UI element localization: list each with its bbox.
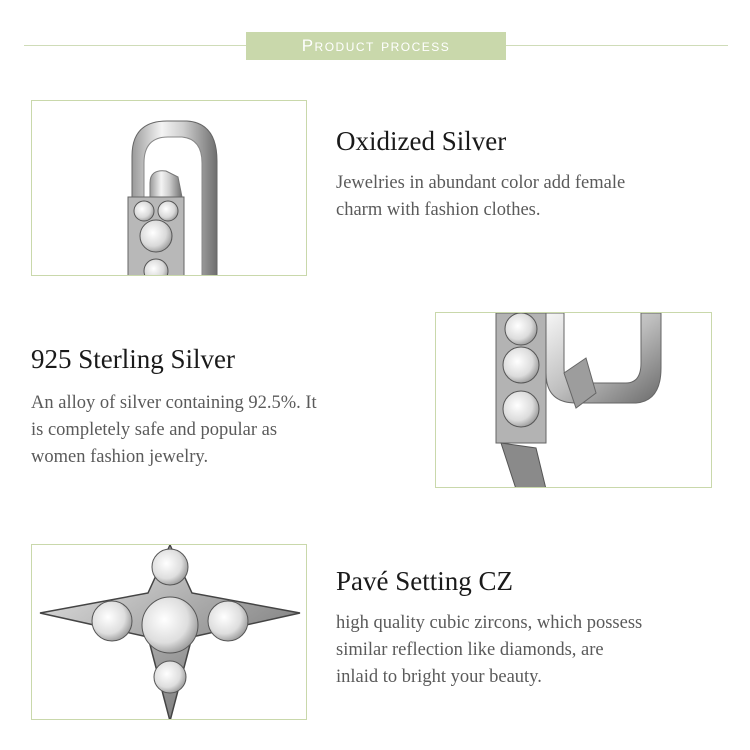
section-title-oxidized-silver: Oxidized Silver	[336, 126, 507, 156]
description-line: An alloy of silver containing 92.5%. It	[31, 393, 317, 413]
header-divider-right	[506, 45, 728, 46]
silver-hoop-closeup-icon	[32, 101, 307, 276]
header-divider-left	[24, 45, 246, 46]
section-header-title: Product process	[301, 36, 451, 55]
description-line: similar reflection like diamonds, are	[336, 640, 604, 660]
section-header-banner	[246, 32, 506, 60]
description-line: inlaid to bright your beauty.	[336, 667, 542, 687]
description-line: high quality cubic zircons, which possess	[336, 613, 643, 633]
section-description-sterling-silver	[31, 390, 317, 471]
description-line: charm with fashion clothes.	[336, 200, 541, 220]
description-line: is completely safe and popular as	[31, 420, 278, 440]
sterling-silver-image-frame	[435, 312, 712, 488]
oxidized-silver-image-frame	[31, 100, 307, 276]
description-line: women fashion jewelry.	[31, 447, 209, 467]
section-title-pave-setting: Pavé Setting CZ	[336, 566, 513, 596]
section-description-oxidized-silver	[336, 170, 625, 224]
section-title-sterling-silver: 925 Sterling Silver	[31, 344, 235, 374]
pave-setting-image-frame	[31, 544, 307, 720]
silver-hoop-cz-closeup-icon	[436, 313, 712, 488]
description-line: Jewelries in abundant color add female	[336, 173, 626, 193]
star-pave-closeup-icon	[32, 545, 307, 720]
section-description-pave-setting	[336, 610, 642, 691]
